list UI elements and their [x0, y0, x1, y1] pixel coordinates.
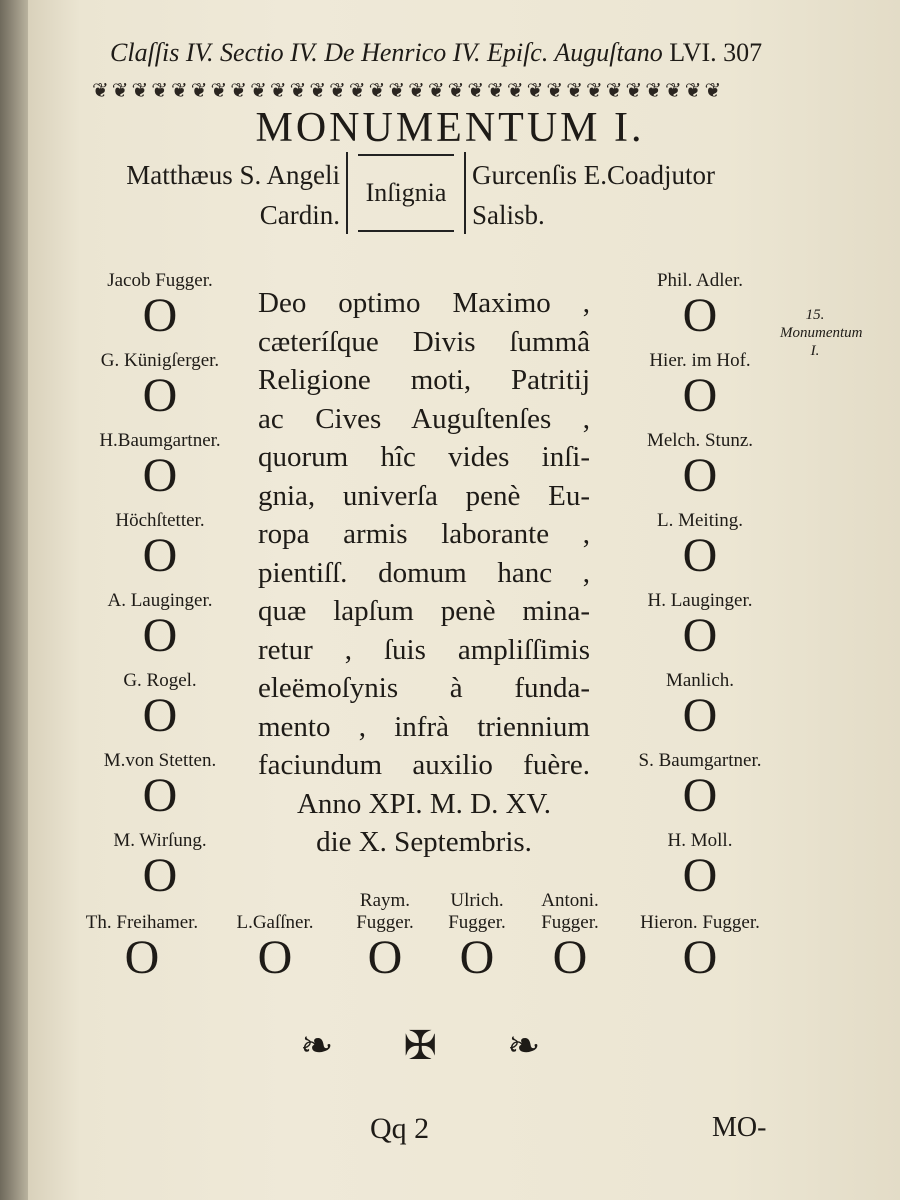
left-entry [60, 510, 260, 590]
arms-left-line2: Cardin. [259, 200, 340, 230]
insignia-rule-bottom [358, 230, 454, 232]
inscription-line: Religione moti, Patritij [258, 364, 590, 396]
right-name: H. Moll. [667, 830, 733, 851]
running-header [110, 38, 762, 68]
ornament-border: ❦ ❦ ❦ ❦ ❦ ❦ ❦ ❦ ❦ ❦ ❦ ❦ ❦ ❦ ❦ ❦ ❦ ❦ ❦ ❦ ❦ ❦ ❦ ❦ ❦ ❦ ❦ ❦ ❦ ❦ ❦ ❦ [92, 80, 721, 102]
arms-ring: O [142, 289, 178, 342]
inscription-line: quorum hîc vides inſi- [258, 441, 590, 473]
arms-right-line1: Gurcenſis E.Coadjutor [472, 160, 715, 190]
bottom-name-top: Antoni. [541, 890, 599, 911]
left-name: G. Künigſerger. [100, 350, 220, 371]
arms-right-line2: Salisb. [472, 200, 545, 230]
insignia-box [346, 152, 466, 234]
bottom-name: Fugger. [448, 912, 506, 933]
bottom-name-top [62, 890, 222, 912]
page-title: MONUMENTUM I. [255, 105, 645, 151]
arms-left-line1: Matthæus S. Angeli [126, 160, 340, 190]
header-page-label: LVI. [669, 38, 717, 67]
insignia-rule-top [358, 154, 454, 156]
bottom-entry [620, 890, 780, 982]
inscription-line: quæ lapſum penè mina- [258, 595, 590, 627]
left-name: G. Rogel. [123, 670, 197, 691]
margin-note-text: Monumentum I. [780, 325, 863, 359]
arms-ring: O [682, 609, 718, 662]
arms-ring: O [682, 769, 718, 822]
arms-ring: O [142, 529, 178, 582]
right-entry [600, 590, 800, 670]
arms-ring: O [142, 849, 178, 902]
left-entry [60, 350, 260, 430]
arms-ring: O [682, 369, 718, 422]
left-name: M.von Stetten. [103, 750, 217, 771]
left-entry [60, 430, 260, 510]
arms-ring: O [367, 931, 403, 984]
arms-ring: O [552, 931, 588, 984]
inscription-text [258, 284, 590, 862]
arms-ring: O [459, 931, 495, 984]
right-name-column [600, 270, 800, 910]
arms-ring: O [682, 449, 718, 502]
arms-ring: O [682, 289, 718, 342]
inscription-line: cæteríſque Divis ſummâ [258, 325, 590, 358]
right-name: Phil. Adler. [656, 270, 744, 291]
arms-ring: O [142, 369, 178, 422]
left-name-column [60, 270, 260, 910]
inscription-line: retur , ſuis ampliſſimis [258, 633, 590, 666]
inscription-line: Anno XPI. M. D. XV. [296, 787, 552, 820]
left-entry [60, 670, 260, 750]
right-name: L. Meiting. [656, 510, 744, 531]
book-gutter [0, 0, 28, 1200]
bottom-entry [62, 890, 222, 982]
bottom-name-top: Ulrich. [450, 890, 504, 911]
header-text: Claſſis IV. Sectio IV. De Henrico IV. Epiſc. Auguſtano [110, 38, 663, 67]
insignia-label: Inſignia [365, 178, 447, 207]
right-name: H. Lauginger. [647, 590, 753, 611]
left-name: A. Lauginger. [107, 590, 213, 611]
inscription-line: pientiſſ. domum hanc , [258, 556, 590, 589]
right-entry [600, 270, 800, 350]
left-entry [60, 590, 260, 670]
left-name: Jacob Fugger. [107, 270, 213, 291]
arms-ring: O [257, 931, 293, 984]
inscription-line: mento , infrà triennium [258, 710, 590, 743]
inscription-line: ropa armis laborante , [258, 518, 590, 550]
bottom-name-top [215, 890, 335, 912]
arms-ring: O [142, 689, 178, 742]
right-entry [600, 430, 800, 510]
page-number: 307 [723, 38, 763, 67]
inscription-line: gnia, univerſa penè Eu- [258, 479, 590, 512]
inscription-line: ac Cives Auguſtenſes , [258, 402, 590, 435]
arms-ring: O [682, 931, 718, 984]
left-entry [60, 270, 260, 350]
floral-vignette: ❧ ✠ ❧ [300, 1023, 571, 1068]
arms-ring: O [142, 449, 178, 502]
left-entry [60, 750, 260, 830]
margin-note-number: 15. [805, 307, 825, 323]
inscription-line: eleëmoſynis à funda- [258, 672, 590, 704]
right-entry [600, 670, 800, 750]
bottom-name: Hieron. Fugger. [640, 912, 760, 933]
bottom-name: Fugger. [541, 912, 599, 933]
bottom-name-top: Raym. [359, 890, 411, 911]
bottom-name: Fugger. [356, 912, 414, 933]
inscription-line: faciundum auxilio fuère. [258, 749, 590, 781]
signature-mark: Qq 2 [370, 1112, 430, 1145]
left-name: H.Baumgartner. [99, 430, 221, 451]
right-entry [600, 510, 800, 590]
arms-ring: O [682, 849, 718, 902]
bottom-entry [515, 890, 625, 982]
arms-ring: O [682, 529, 718, 582]
bottom-name: Th. Freihamer. [85, 912, 199, 933]
bottom-entry [215, 890, 335, 982]
right-name: Melch. Stunz. [646, 430, 754, 451]
margin-note [780, 306, 863, 360]
inscription-line: Deo optimo Maximo , [258, 287, 590, 319]
right-name: Manlich. [665, 670, 735, 691]
bottom-name-top [620, 890, 780, 912]
arms-ring: O [124, 931, 160, 984]
right-name: Hier. im Hof. [649, 350, 751, 371]
inscription-line: die X. Septembris. [316, 826, 532, 858]
left-name: M. Wirſung. [113, 830, 207, 851]
right-entry [600, 750, 800, 830]
arms-ring: O [142, 609, 178, 662]
arms-ring: O [142, 769, 178, 822]
left-name: Höchſtetter. [115, 510, 205, 531]
arms-ring: O [682, 689, 718, 742]
right-name: S. Baumgartner. [638, 750, 762, 771]
catchword: MO- [712, 1112, 767, 1143]
bottom-name: L.Gaſſner. [236, 912, 314, 933]
arms-left-caption [85, 155, 340, 235]
arms-right-caption [472, 155, 792, 235]
right-entry [600, 350, 800, 430]
